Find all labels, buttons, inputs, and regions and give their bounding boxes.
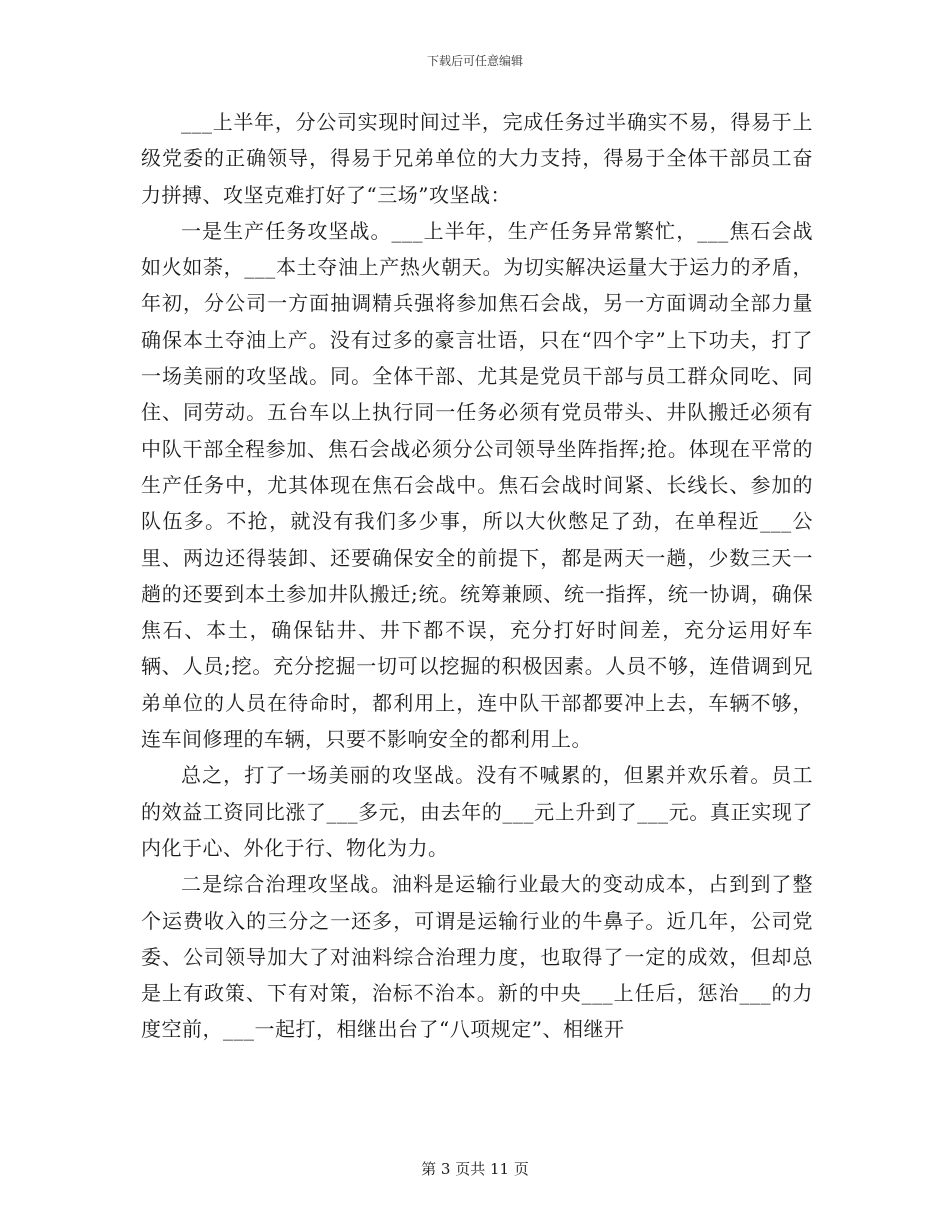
paragraph-4: 二是综合治理攻坚战。油料是运输行业最大的变动成本，占到到了整个运费收入的三分之一还多，可谓是运输行业的牛鼻子。近几年，公司党委、公司领导加大了对油料综合治理力度，也取得了一定的成效，但却总是上有政策、下有对策，治标不治本。新的中央___上任后，惩治___的力度空前，___一起打，相继出台了“八项规定”、相继开 [141, 872, 813, 1042]
paragraph-1: ___上半年，分公司实现时间过半，完成任务过半确实不易，得易于上级党委的正确领导，得易于兄弟单位的大力支持，得易于全体干部员工奋力拼搏、攻坚克难打好了“三场”攻坚战： [141, 110, 813, 207]
paragraph-2: 一是生产任务攻坚战。___上半年，生产任务异常繁忙，___焦石会战如火如荼，___本土夺油上产热火朝天。为切实解决运量大于运力的矛盾，年初，分公司一方面抽调精兵强将参加焦石会战，另一方面调动全部力量确保本土夺油上产。没有过多的豪言壮语，只在“四个字”上下功夫，打了一场美丽的攻坚战。同。全体干部、尤其是党员干部与员工群众同吃、同住、同劳动。五台车以上执行同一任务必须有党员带头、井队搬迁必须有中队干部全程参加、焦石会战必须分公司领导坐阵指挥;抢。体现在平常的生产任务中，尤其体现在焦石会战中。焦石会战时间紧、长线长、参加的队伍多。不抢，就没有我们多少事，所以大伙憋足了劲，在单程近___公里、两边还得装卸、还要确保安全的前提下，都是两天一趟，少数三天一趟的还要到本土参加井队搬迁;统。统筹兼顾、统一指挥，统一协调，确保焦石、本土，确保钻井、井下都不误，充分打好时间差，充分运用好车辆、人员;挖。充分挖掘一切可以挖掘的积极因素。人员不够，连借调到兄弟单位的人员在待命时，都利用上，连中队干部都要冲上去，车辆不够，连车间修理的车辆，只要不影响安全的都利用上。 [141, 218, 813, 752]
document-body [141, 104, 813, 1048]
page-footer: 第 3 页共 11 页 [421, 1160, 529, 1178]
paragraph-3: 总之，打了一场美丽的攻坚战。没有不喊累的，但累并欢乐着。员工的效益工资同比涨了___多元，由去年的___元上升到了___元。真正实现了内化于心、外化于行、物化为力。 [141, 763, 813, 860]
page-header: 下载后可任意编辑 [426, 54, 523, 68]
